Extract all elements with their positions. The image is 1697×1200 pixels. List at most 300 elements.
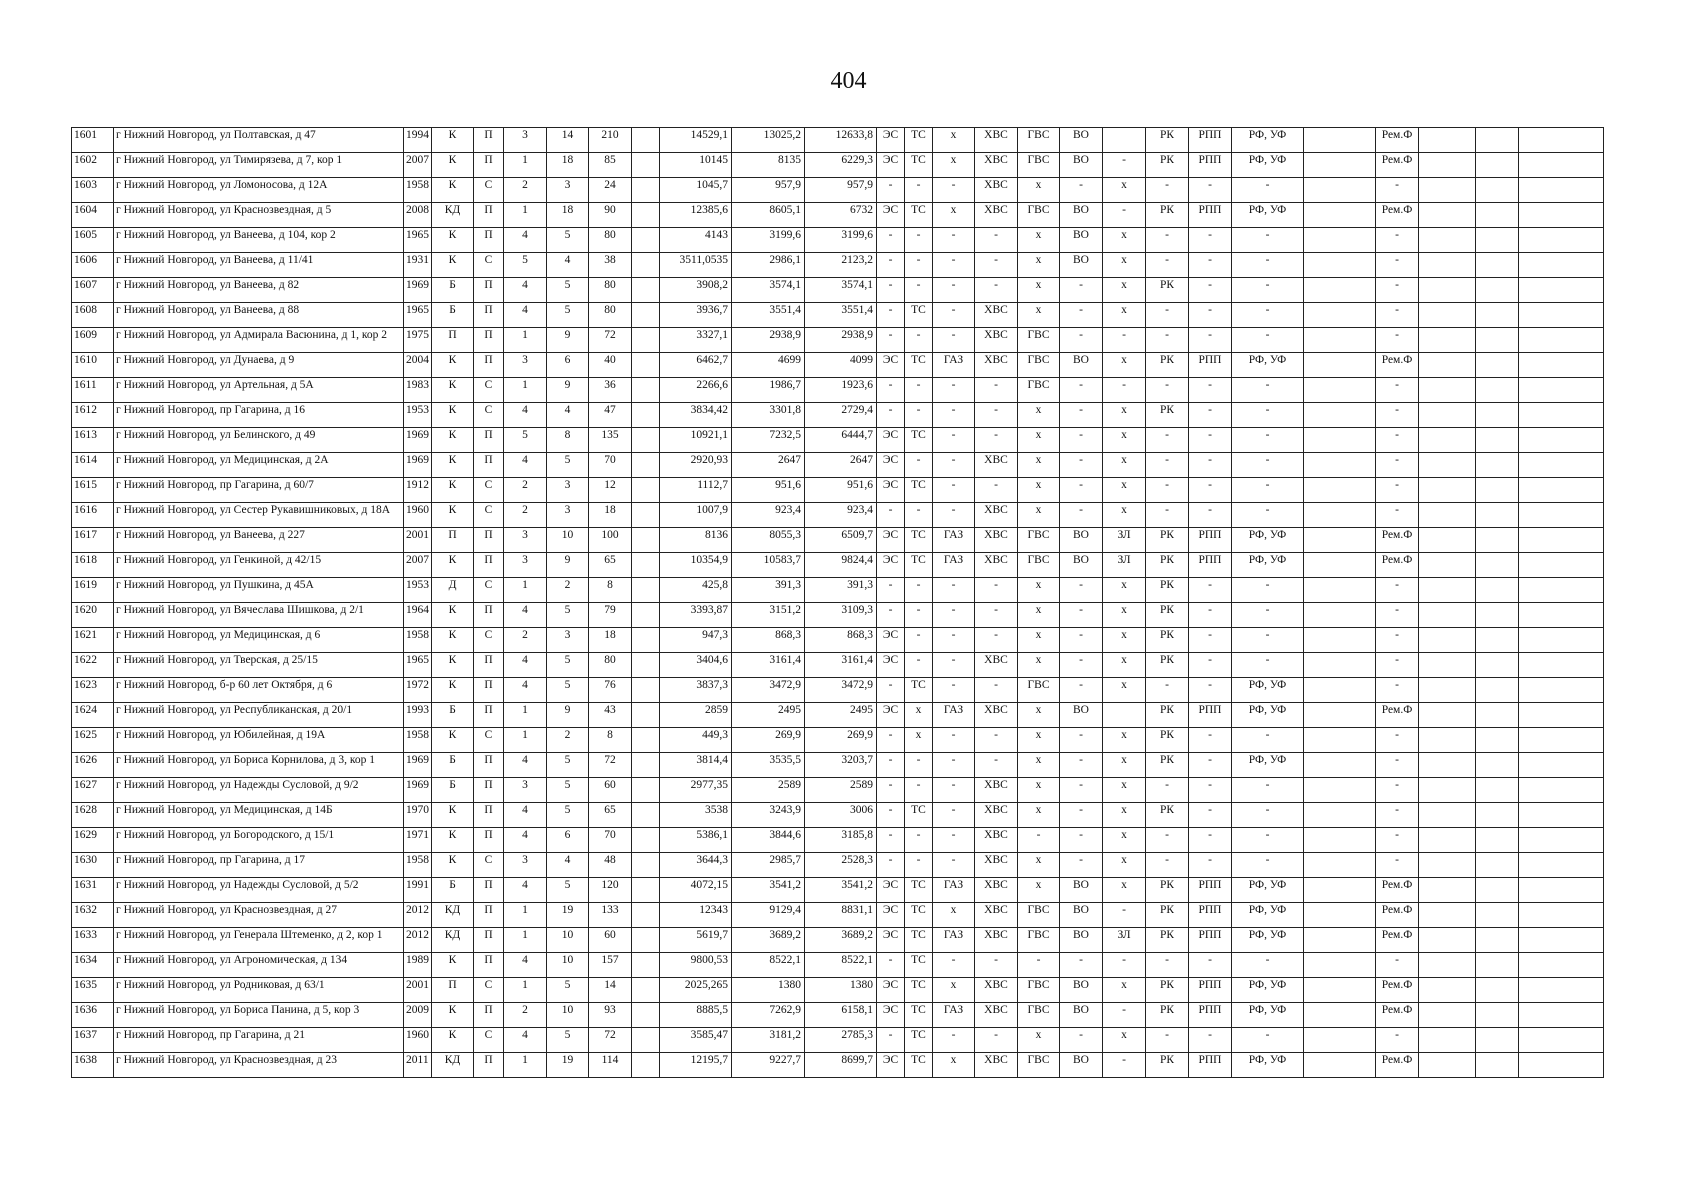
cell-blank-e <box>1519 528 1604 553</box>
cell-year: 1931 <box>404 253 432 278</box>
cell-residential-area: 2528,3 <box>805 853 877 878</box>
cell-blank-a <box>632 378 660 403</box>
cell-hot-water: ГВС <box>1018 328 1060 353</box>
cell-year: 1953 <box>404 403 432 428</box>
cell-total-area: 10145 <box>660 153 732 178</box>
cell-cold-water: - <box>975 428 1018 453</box>
cell-blank-e <box>1519 728 1604 753</box>
cell-living-area: 2647 <box>732 453 805 478</box>
cell-blank-d <box>1476 428 1519 453</box>
cell-chute: х <box>1103 403 1146 428</box>
cell-electricity: - <box>877 328 905 353</box>
cell-cold-water: ХВС <box>975 803 1018 828</box>
cell-blank-b <box>1304 353 1376 378</box>
cell-living-area: 2495 <box>732 703 805 728</box>
cell-facade: - <box>1232 428 1304 453</box>
cell-address: г Нижний Новгород, ул Агрономическая, д 134 <box>114 953 404 978</box>
cell-facade: РФ, УФ <box>1232 878 1304 903</box>
cell-type: С <box>474 853 504 878</box>
cell-apartments: 65 <box>589 803 632 828</box>
cell-total-area: 2859 <box>660 703 732 728</box>
cell-heating: ТС <box>905 803 933 828</box>
cell-address: г Нижний Новгород, ул Ванеева, д 227 <box>114 528 404 553</box>
cell-apartments: 65 <box>589 553 632 578</box>
cell-repair-fund: Рем.Ф <box>1376 553 1419 578</box>
cell-blank-d <box>1476 928 1519 953</box>
cell-blank-b <box>1304 303 1376 328</box>
cell-living-area: 951,6 <box>732 478 805 503</box>
cell-blank-e <box>1519 928 1604 953</box>
cell-living-area: 1986,7 <box>732 378 805 403</box>
cell-entrances: 1 <box>504 928 547 953</box>
cell-year: 2011 <box>404 1053 432 1078</box>
cell-repair-fund: Рем.Ф <box>1376 128 1419 153</box>
cell-blank-a <box>632 203 660 228</box>
cell-entrances: 5 <box>504 428 547 453</box>
cell-heating: - <box>905 778 933 803</box>
cell-floors: 4 <box>547 403 589 428</box>
cell-type: П <box>474 703 504 728</box>
cell-blank-d <box>1476 778 1519 803</box>
cell-wall-material: Д <box>432 578 474 603</box>
cell-row-number: 1603 <box>72 178 114 203</box>
cell-floors: 10 <box>547 928 589 953</box>
cell-residential-area: 957,9 <box>805 178 877 203</box>
cell-wall-material: К <box>432 953 474 978</box>
cell-residential-area: 6732 <box>805 203 877 228</box>
cell-fire-system: - <box>1189 178 1232 203</box>
cell-residential-area: 3006 <box>805 803 877 828</box>
cell-total-area: 12343 <box>660 903 732 928</box>
cell-drainage: ВО <box>1060 253 1103 278</box>
cell-cold-water: ХВС <box>975 828 1018 853</box>
cell-row-number: 1607 <box>72 278 114 303</box>
cell-chute: - <box>1103 953 1146 978</box>
cell-blank-a <box>632 453 660 478</box>
table-row <box>72 278 1604 303</box>
cell-total-area: 3837,3 <box>660 678 732 703</box>
cell-chute: - <box>1103 378 1146 403</box>
cell-electricity: - <box>877 953 905 978</box>
cell-cold-water: ХВС <box>975 1053 1018 1078</box>
table-row <box>72 328 1604 353</box>
cell-gas: ГАЗ <box>933 528 975 553</box>
cell-living-area: 3574,1 <box>732 278 805 303</box>
cell-apartments: 70 <box>589 453 632 478</box>
cell-wall-material: К <box>432 228 474 253</box>
cell-floors: 19 <box>547 903 589 928</box>
cell-wall-material: К <box>432 353 474 378</box>
cell-address: г Нижний Новгород, ул Республиканская, д 20/1 <box>114 703 404 728</box>
cell-wall-material: К <box>432 128 474 153</box>
cell-wall-material: К <box>432 803 474 828</box>
cell-type: С <box>474 978 504 1003</box>
cell-gas: - <box>933 503 975 528</box>
cell-repair-fund: - <box>1376 953 1419 978</box>
cell-blank-e <box>1519 853 1604 878</box>
cell-blank-e <box>1519 178 1604 203</box>
cell-year: 1969 <box>404 753 432 778</box>
cell-roof-repair: - <box>1146 1028 1189 1053</box>
cell-blank-c <box>1419 603 1476 628</box>
cell-wall-material: К <box>432 728 474 753</box>
cell-year: 2007 <box>404 553 432 578</box>
cell-gas: - <box>933 953 975 978</box>
cell-chute: - <box>1103 1003 1146 1028</box>
cell-roof-repair: РК <box>1146 278 1189 303</box>
cell-blank-e <box>1519 453 1604 478</box>
cell-wall-material: П <box>432 328 474 353</box>
cell-row-number: 1637 <box>72 1028 114 1053</box>
cell-year: 1958 <box>404 178 432 203</box>
cell-chute: х <box>1103 228 1146 253</box>
table-row <box>72 503 1604 528</box>
cell-electricity: - <box>877 753 905 778</box>
cell-wall-material: К <box>432 503 474 528</box>
cell-year: 1953 <box>404 578 432 603</box>
cell-living-area: 8055,3 <box>732 528 805 553</box>
cell-roof-repair: - <box>1146 253 1189 278</box>
cell-residential-area: 951,6 <box>805 478 877 503</box>
cell-gas: - <box>933 253 975 278</box>
table-row <box>72 803 1604 828</box>
cell-fire-system: - <box>1189 603 1232 628</box>
cell-year: 1993 <box>404 703 432 728</box>
cell-electricity: ЭС <box>877 128 905 153</box>
cell-fire-system: - <box>1189 578 1232 603</box>
cell-year: 1964 <box>404 603 432 628</box>
cell-facade: - <box>1232 828 1304 853</box>
cell-roof-repair: РК <box>1146 628 1189 653</box>
cell-heating: - <box>905 628 933 653</box>
cell-entrances: 5 <box>504 253 547 278</box>
cell-row-number: 1601 <box>72 128 114 153</box>
cell-blank-a <box>632 903 660 928</box>
cell-residential-area: 269,9 <box>805 728 877 753</box>
cell-year: 1960 <box>404 1028 432 1053</box>
cell-cold-water: ХВС <box>975 128 1018 153</box>
cell-wall-material: КД <box>432 1053 474 1078</box>
cell-fire-system: - <box>1189 403 1232 428</box>
cell-apartments: 47 <box>589 403 632 428</box>
cell-hot-water: х <box>1018 803 1060 828</box>
cell-electricity: ЭС <box>877 878 905 903</box>
cell-row-number: 1618 <box>72 553 114 578</box>
cell-hot-water: ГВС <box>1018 928 1060 953</box>
cell-electricity: - <box>877 278 905 303</box>
cell-repair-fund: - <box>1376 1028 1419 1053</box>
cell-wall-material: К <box>432 453 474 478</box>
cell-electricity: - <box>877 778 905 803</box>
cell-blank-b <box>1304 1003 1376 1028</box>
cell-hot-water: - <box>1018 828 1060 853</box>
cell-facade: РФ, УФ <box>1232 553 1304 578</box>
cell-blank-c <box>1419 1003 1476 1028</box>
cell-cold-water: - <box>975 753 1018 778</box>
cell-blank-c <box>1419 853 1476 878</box>
cell-year: 1994 <box>404 128 432 153</box>
cell-apartments: 210 <box>589 128 632 153</box>
cell-drainage: ВО <box>1060 878 1103 903</box>
cell-electricity: - <box>877 678 905 703</box>
cell-repair-fund: - <box>1376 428 1419 453</box>
cell-residential-area: 2647 <box>805 453 877 478</box>
cell-type: П <box>474 903 504 928</box>
cell-wall-material: П <box>432 978 474 1003</box>
cell-wall-material: К <box>432 553 474 578</box>
cell-drainage: - <box>1060 578 1103 603</box>
cell-facade: РФ, УФ <box>1232 203 1304 228</box>
table-row <box>72 978 1604 1003</box>
cell-address: г Нижний Новгород, пр Гагарина, д 21 <box>114 1028 404 1053</box>
cell-living-area: 3541,2 <box>732 878 805 903</box>
cell-cold-water: - <box>975 578 1018 603</box>
cell-residential-area: 12633,8 <box>805 128 877 153</box>
cell-roof-repair: - <box>1146 378 1189 403</box>
cell-heating: ТС <box>905 953 933 978</box>
cell-blank-a <box>632 578 660 603</box>
cell-address: г Нижний Новгород, ул Ванеева, д 11/41 <box>114 253 404 278</box>
cell-roof-repair: - <box>1146 853 1189 878</box>
cell-floors: 5 <box>547 303 589 328</box>
cell-entrances: 1 <box>504 203 547 228</box>
cell-heating: - <box>905 753 933 778</box>
cell-repair-fund: - <box>1376 828 1419 853</box>
cell-residential-area: 8831,1 <box>805 903 877 928</box>
cell-cold-water: ХВС <box>975 778 1018 803</box>
cell-facade: - <box>1232 578 1304 603</box>
cell-entrances: 3 <box>504 128 547 153</box>
cell-blank-c <box>1419 578 1476 603</box>
cell-heating: ТС <box>905 128 933 153</box>
cell-year: 2012 <box>404 928 432 953</box>
cell-blank-c <box>1419 478 1476 503</box>
cell-hot-water: ГВС <box>1018 203 1060 228</box>
cell-address: г Нижний Новгород, ул Ломоносова, д 12А <box>114 178 404 203</box>
cell-living-area: 391,3 <box>732 578 805 603</box>
cell-repair-fund: Рем.Ф <box>1376 1053 1419 1078</box>
cell-residential-area: 4099 <box>805 353 877 378</box>
cell-repair-fund: - <box>1376 328 1419 353</box>
cell-blank-b <box>1304 378 1376 403</box>
cell-row-number: 1629 <box>72 828 114 853</box>
cell-blank-b <box>1304 603 1376 628</box>
cell-drainage: ВО <box>1060 703 1103 728</box>
cell-living-area: 3551,4 <box>732 303 805 328</box>
cell-repair-fund: - <box>1376 778 1419 803</box>
cell-fire-system: - <box>1189 303 1232 328</box>
cell-total-area: 947,3 <box>660 628 732 653</box>
cell-entrances: 4 <box>504 603 547 628</box>
cell-hot-water: ГВС <box>1018 903 1060 928</box>
cell-row-number: 1626 <box>72 753 114 778</box>
cell-blank-b <box>1304 803 1376 828</box>
cell-chute: х <box>1103 478 1146 503</box>
cell-row-number: 1611 <box>72 378 114 403</box>
cell-total-area: 3834,42 <box>660 403 732 428</box>
cell-blank-d <box>1476 953 1519 978</box>
cell-drainage: - <box>1060 753 1103 778</box>
cell-blank-b <box>1304 1053 1376 1078</box>
cell-residential-area: 1380 <box>805 978 877 1003</box>
cell-drainage: ВО <box>1060 928 1103 953</box>
cell-blank-d <box>1476 653 1519 678</box>
cell-heating: ТС <box>905 1053 933 1078</box>
cell-fire-system: РПП <box>1189 153 1232 178</box>
cell-gas: - <box>933 328 975 353</box>
cell-floors: 4 <box>547 853 589 878</box>
cell-wall-material: Б <box>432 778 474 803</box>
cell-apartments: 43 <box>589 703 632 728</box>
cell-floors: 5 <box>547 803 589 828</box>
cell-year: 2001 <box>404 978 432 1003</box>
cell-total-area: 3814,4 <box>660 753 732 778</box>
cell-wall-material: КД <box>432 203 474 228</box>
cell-drainage: ВО <box>1060 1003 1103 1028</box>
cell-blank-d <box>1476 853 1519 878</box>
cell-blank-e <box>1519 903 1604 928</box>
cell-blank-c <box>1419 328 1476 353</box>
cell-blank-e <box>1519 978 1604 1003</box>
cell-fire-system: - <box>1189 853 1232 878</box>
cell-drainage: ВО <box>1060 1053 1103 1078</box>
cell-heating: - <box>905 853 933 878</box>
cell-gas: ГАЗ <box>933 353 975 378</box>
cell-hot-water: х <box>1018 603 1060 628</box>
table-row <box>72 578 1604 603</box>
cell-cold-water: ХВС <box>975 178 1018 203</box>
cell-gas: - <box>933 603 975 628</box>
cell-blank-d <box>1476 203 1519 228</box>
cell-blank-b <box>1304 853 1376 878</box>
cell-heating: - <box>905 603 933 628</box>
cell-cold-water: - <box>975 628 1018 653</box>
cell-residential-area: 2729,4 <box>805 403 877 428</box>
cell-fire-system: РПП <box>1189 128 1232 153</box>
cell-roof-repair: - <box>1146 303 1189 328</box>
cell-floors: 5 <box>547 753 589 778</box>
cell-year: 1983 <box>404 378 432 403</box>
cell-year: 1965 <box>404 653 432 678</box>
cell-living-area: 1380 <box>732 978 805 1003</box>
cell-blank-e <box>1519 403 1604 428</box>
cell-type: П <box>474 603 504 628</box>
cell-residential-area: 2123,2 <box>805 253 877 278</box>
cell-repair-fund: - <box>1376 278 1419 303</box>
cell-blank-b <box>1304 978 1376 1003</box>
cell-facade: РФ, УФ <box>1232 678 1304 703</box>
cell-facade: РФ, УФ <box>1232 928 1304 953</box>
cell-electricity: - <box>877 228 905 253</box>
cell-blank-c <box>1419 753 1476 778</box>
cell-fire-system: РПП <box>1189 553 1232 578</box>
cell-drainage: - <box>1060 403 1103 428</box>
cell-year: 2008 <box>404 203 432 228</box>
cell-roof-repair: - <box>1146 478 1189 503</box>
cell-facade: - <box>1232 403 1304 428</box>
cell-apartments: 114 <box>589 1053 632 1078</box>
cell-blank-a <box>632 303 660 328</box>
cell-residential-area: 9824,4 <box>805 553 877 578</box>
cell-living-area: 3151,2 <box>732 603 805 628</box>
cell-roof-repair: РК <box>1146 603 1189 628</box>
cell-roof-repair: РК <box>1146 128 1189 153</box>
cell-total-area: 10354,9 <box>660 553 732 578</box>
cell-fire-system: - <box>1189 803 1232 828</box>
cell-roof-repair: РК <box>1146 753 1189 778</box>
cell-facade: РФ, УФ <box>1232 128 1304 153</box>
cell-cold-water: ХВС <box>975 503 1018 528</box>
cell-blank-a <box>632 978 660 1003</box>
cell-blank-d <box>1476 878 1519 903</box>
cell-electricity: - <box>877 503 905 528</box>
cell-blank-a <box>632 1053 660 1078</box>
cell-type: С <box>474 628 504 653</box>
cell-blank-c <box>1419 278 1476 303</box>
cell-total-area: 8885,5 <box>660 1003 732 1028</box>
cell-row-number: 1604 <box>72 203 114 228</box>
cell-heating: - <box>905 503 933 528</box>
cell-fire-system: - <box>1189 253 1232 278</box>
cell-floors: 5 <box>547 978 589 1003</box>
cell-type: П <box>474 203 504 228</box>
cell-blank-b <box>1304 578 1376 603</box>
cell-drainage: - <box>1060 628 1103 653</box>
cell-hot-water: х <box>1018 403 1060 428</box>
cell-residential-area: 6229,3 <box>805 153 877 178</box>
cell-hot-water: х <box>1018 253 1060 278</box>
cell-address: г Нижний Новгород, ул Медицинская, д 2А <box>114 453 404 478</box>
cell-blank-e <box>1519 753 1604 778</box>
cell-fire-system: - <box>1189 653 1232 678</box>
cell-roof-repair: РК <box>1146 353 1189 378</box>
cell-blank-b <box>1304 928 1376 953</box>
cell-blank-b <box>1304 278 1376 303</box>
cell-address: г Нижний Новгород, ул Надежды Сусловой, д 5/2 <box>114 878 404 903</box>
cell-repair-fund: - <box>1376 653 1419 678</box>
cell-drainage: - <box>1060 503 1103 528</box>
cell-drainage: - <box>1060 478 1103 503</box>
cell-blank-c <box>1419 828 1476 853</box>
table-row <box>72 728 1604 753</box>
cell-address: г Нижний Новгород, пр Гагарина, д 17 <box>114 853 404 878</box>
cell-repair-fund: Рем.Ф <box>1376 203 1419 228</box>
cell-gas: - <box>933 178 975 203</box>
cell-heating: - <box>905 453 933 478</box>
cell-wall-material: Б <box>432 303 474 328</box>
cell-electricity: ЭС <box>877 453 905 478</box>
cell-blank-b <box>1304 428 1376 453</box>
cell-chute: х <box>1103 803 1146 828</box>
cell-roof-repair: РК <box>1146 153 1189 178</box>
cell-living-area: 3689,2 <box>732 928 805 953</box>
cell-blank-e <box>1519 553 1604 578</box>
cell-blank-e <box>1519 878 1604 903</box>
cell-fire-system: - <box>1189 428 1232 453</box>
cell-blank-d <box>1476 278 1519 303</box>
cell-wall-material: К <box>432 178 474 203</box>
cell-drainage: - <box>1060 428 1103 453</box>
cell-gas: х <box>933 1053 975 1078</box>
cell-chute: х <box>1103 653 1146 678</box>
table-row <box>72 553 1604 578</box>
cell-hot-water: ГВС <box>1018 678 1060 703</box>
cell-living-area: 8135 <box>732 153 805 178</box>
cell-entrances: 3 <box>504 353 547 378</box>
cell-blank-c <box>1419 528 1476 553</box>
cell-apartments: 72 <box>589 1028 632 1053</box>
cell-gas: - <box>933 403 975 428</box>
